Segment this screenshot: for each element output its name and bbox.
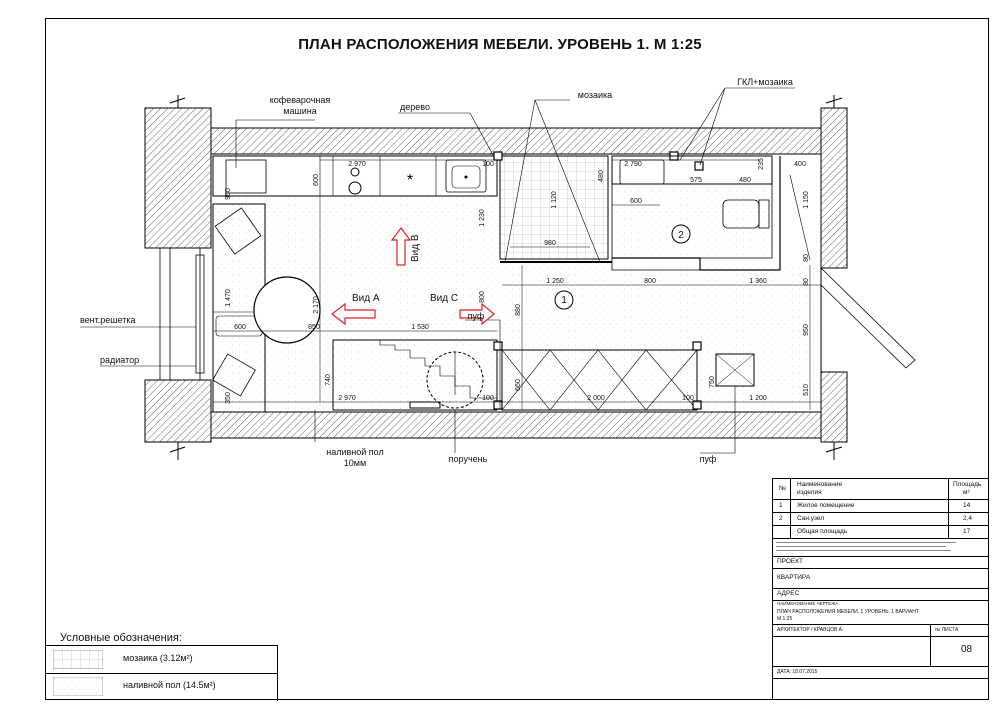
dim-100b: 100 — [682, 395, 694, 402]
dim-800-vertical: 800 — [479, 291, 486, 303]
date-label: ДАТА: 18.07.2015 — [777, 669, 818, 675]
dim-1230: 1 230 — [479, 209, 486, 227]
callout-floor-1: наливной пол — [326, 447, 384, 457]
callout-handrail: поручень — [448, 454, 488, 464]
sheet-label: № ЛИСТА — [935, 627, 959, 633]
dim-2000: 2 000 — [587, 395, 605, 402]
drawing-name-2: М 1:25 — [777, 616, 793, 622]
dim-2170: 2 170 — [313, 296, 320, 314]
spec-cell-area: 2,4 — [963, 515, 973, 522]
callout-gkl-mosaic: ГКЛ+мозаика — [737, 77, 793, 87]
dim-100c: 100 — [482, 161, 494, 168]
floor-swatch — [53, 677, 103, 696]
window — [160, 248, 204, 380]
dim-950-vertical: 950 — [803, 324, 810, 336]
star-mark: * — [406, 172, 414, 189]
architect-label: АРХИТЕКТОР / КРАВЦОВ А. — [777, 627, 844, 633]
drawing-name-row — [773, 600, 988, 625]
spec-h-name-2: изделия — [797, 489, 822, 496]
dim-2970-bottom: 2 970 — [338, 395, 356, 402]
callout-pouf-1: пуф — [467, 311, 485, 321]
dim-575: 575 — [690, 177, 702, 184]
dim-750: 750 — [709, 376, 716, 388]
spec-header — [773, 479, 988, 500]
sheet-number: 08 — [961, 644, 973, 655]
dim-600-kitchen: 600 — [313, 174, 320, 186]
spec-h-area-1: Площадь — [953, 481, 982, 488]
spec-cell-name: Общая площадь — [797, 528, 848, 535]
object-row — [773, 568, 988, 589]
dim-1360: 1 360 — [749, 278, 767, 285]
dim-850: 850 — [308, 324, 320, 331]
dim-510: 510 — [803, 384, 810, 396]
mosaic-swatch — [53, 650, 103, 669]
room-number-1: 1 — [561, 295, 567, 306]
view-a-label: Вид А — [352, 293, 380, 304]
dim-480b: 480 — [598, 170, 605, 182]
dim-1250: 1 250 — [546, 278, 564, 285]
dim-80b: 80 — [803, 278, 810, 286]
dim-1150: 1 150 — [803, 191, 810, 209]
dim-600-sofa: 600 — [234, 324, 246, 331]
dim-740: 740 — [325, 374, 332, 386]
dim-1200: 1 200 — [749, 395, 767, 402]
spec-cell-name: Сан.узел — [797, 515, 825, 522]
dim-880: 880 — [515, 304, 522, 316]
fine-print-row — [773, 538, 988, 557]
callout-coffee-1: кофеварочная — [269, 95, 331, 105]
legend-label: мозаика (3.12м²) — [123, 653, 193, 663]
callout-coffee-2: машина — [283, 106, 317, 116]
page-title: ПЛАН РАСПОЛОЖЕНИЯ МЕБЕЛИ. УРОВЕНЬ 1. М 1:25 — [298, 36, 702, 53]
drawing-name-label: НАИМЕНОВАНИЕ ЧЕРТЕЖА — [777, 601, 839, 606]
date-row — [773, 666, 988, 679]
legend-title: Условные обозначения: — [60, 632, 182, 644]
dim-80a: 80 — [803, 254, 810, 262]
dim-980: 980 — [544, 240, 556, 247]
legend-item — [45, 673, 277, 700]
spec-row — [773, 525, 988, 539]
view-b-label: Вид В — [410, 234, 421, 262]
dim-2970-top: 2 970 — [348, 161, 366, 168]
dim-1120: 1 120 — [551, 191, 558, 209]
address-label: АДРЕС — [777, 590, 800, 597]
spec-cell-no: 1 — [779, 502, 783, 509]
title-block — [772, 478, 989, 700]
dim-480a: 480 — [739, 177, 751, 184]
spec-h-no: № — [779, 485, 786, 492]
project-label: ПРОЕКТ — [777, 558, 804, 565]
spec-h-area-2: м² — [963, 489, 970, 496]
spec-cell-area: 17 — [963, 528, 971, 535]
dim-350: 350 — [225, 392, 232, 404]
callout-wood: дерево — [400, 102, 430, 112]
spec-cell-name: Жилое помещение — [797, 502, 855, 509]
dim-1470: 1 470 — [225, 289, 232, 307]
round-table — [254, 277, 320, 343]
room-number-2: 2 — [678, 230, 684, 241]
callout-pouf-2: пуф — [699, 454, 717, 464]
dim-600-bath: 600 — [630, 198, 642, 205]
hall-floor — [497, 265, 819, 410]
dim-660: 660 — [515, 379, 522, 391]
drawing-name-1: ПЛАН РАСПОЛОЖЕНИЯ МЕБЕЛИ. 1 УРОВЕНЬ. 1 ВАРИАНТ — [777, 609, 919, 615]
dim-1530: 1 530 — [411, 324, 429, 331]
spec-row — [773, 499, 988, 513]
spec-cell-area: 14 — [963, 502, 971, 509]
dim-235: 235 — [758, 158, 765, 170]
spec-row — [773, 512, 988, 526]
callout-vent: вент.решетка — [80, 315, 136, 325]
dim-400: 400 — [794, 161, 806, 168]
spec-cell-no: 2 — [779, 515, 783, 522]
callout-radiator: радиатор — [100, 355, 140, 365]
legend-item — [45, 646, 277, 674]
dim-950: 950 — [225, 188, 232, 200]
spec-h-name-1: Наименование — [797, 481, 843, 488]
callout-floor-2: 10мм — [343, 458, 367, 468]
legend-label: наливной пол (14.5м²) — [123, 680, 216, 690]
callout-mosaic: мозаика — [577, 90, 613, 100]
sheet-row — [773, 636, 988, 667]
dim-100a: 100 — [482, 395, 494, 402]
dim-2790: 2 790 — [624, 161, 642, 168]
legend — [45, 645, 278, 701]
object-label: КВАРТИРА — [777, 574, 811, 581]
bath-floor — [612, 184, 772, 258]
view-c-label: Вид С — [430, 293, 459, 304]
dim-800: 800 — [644, 278, 656, 285]
